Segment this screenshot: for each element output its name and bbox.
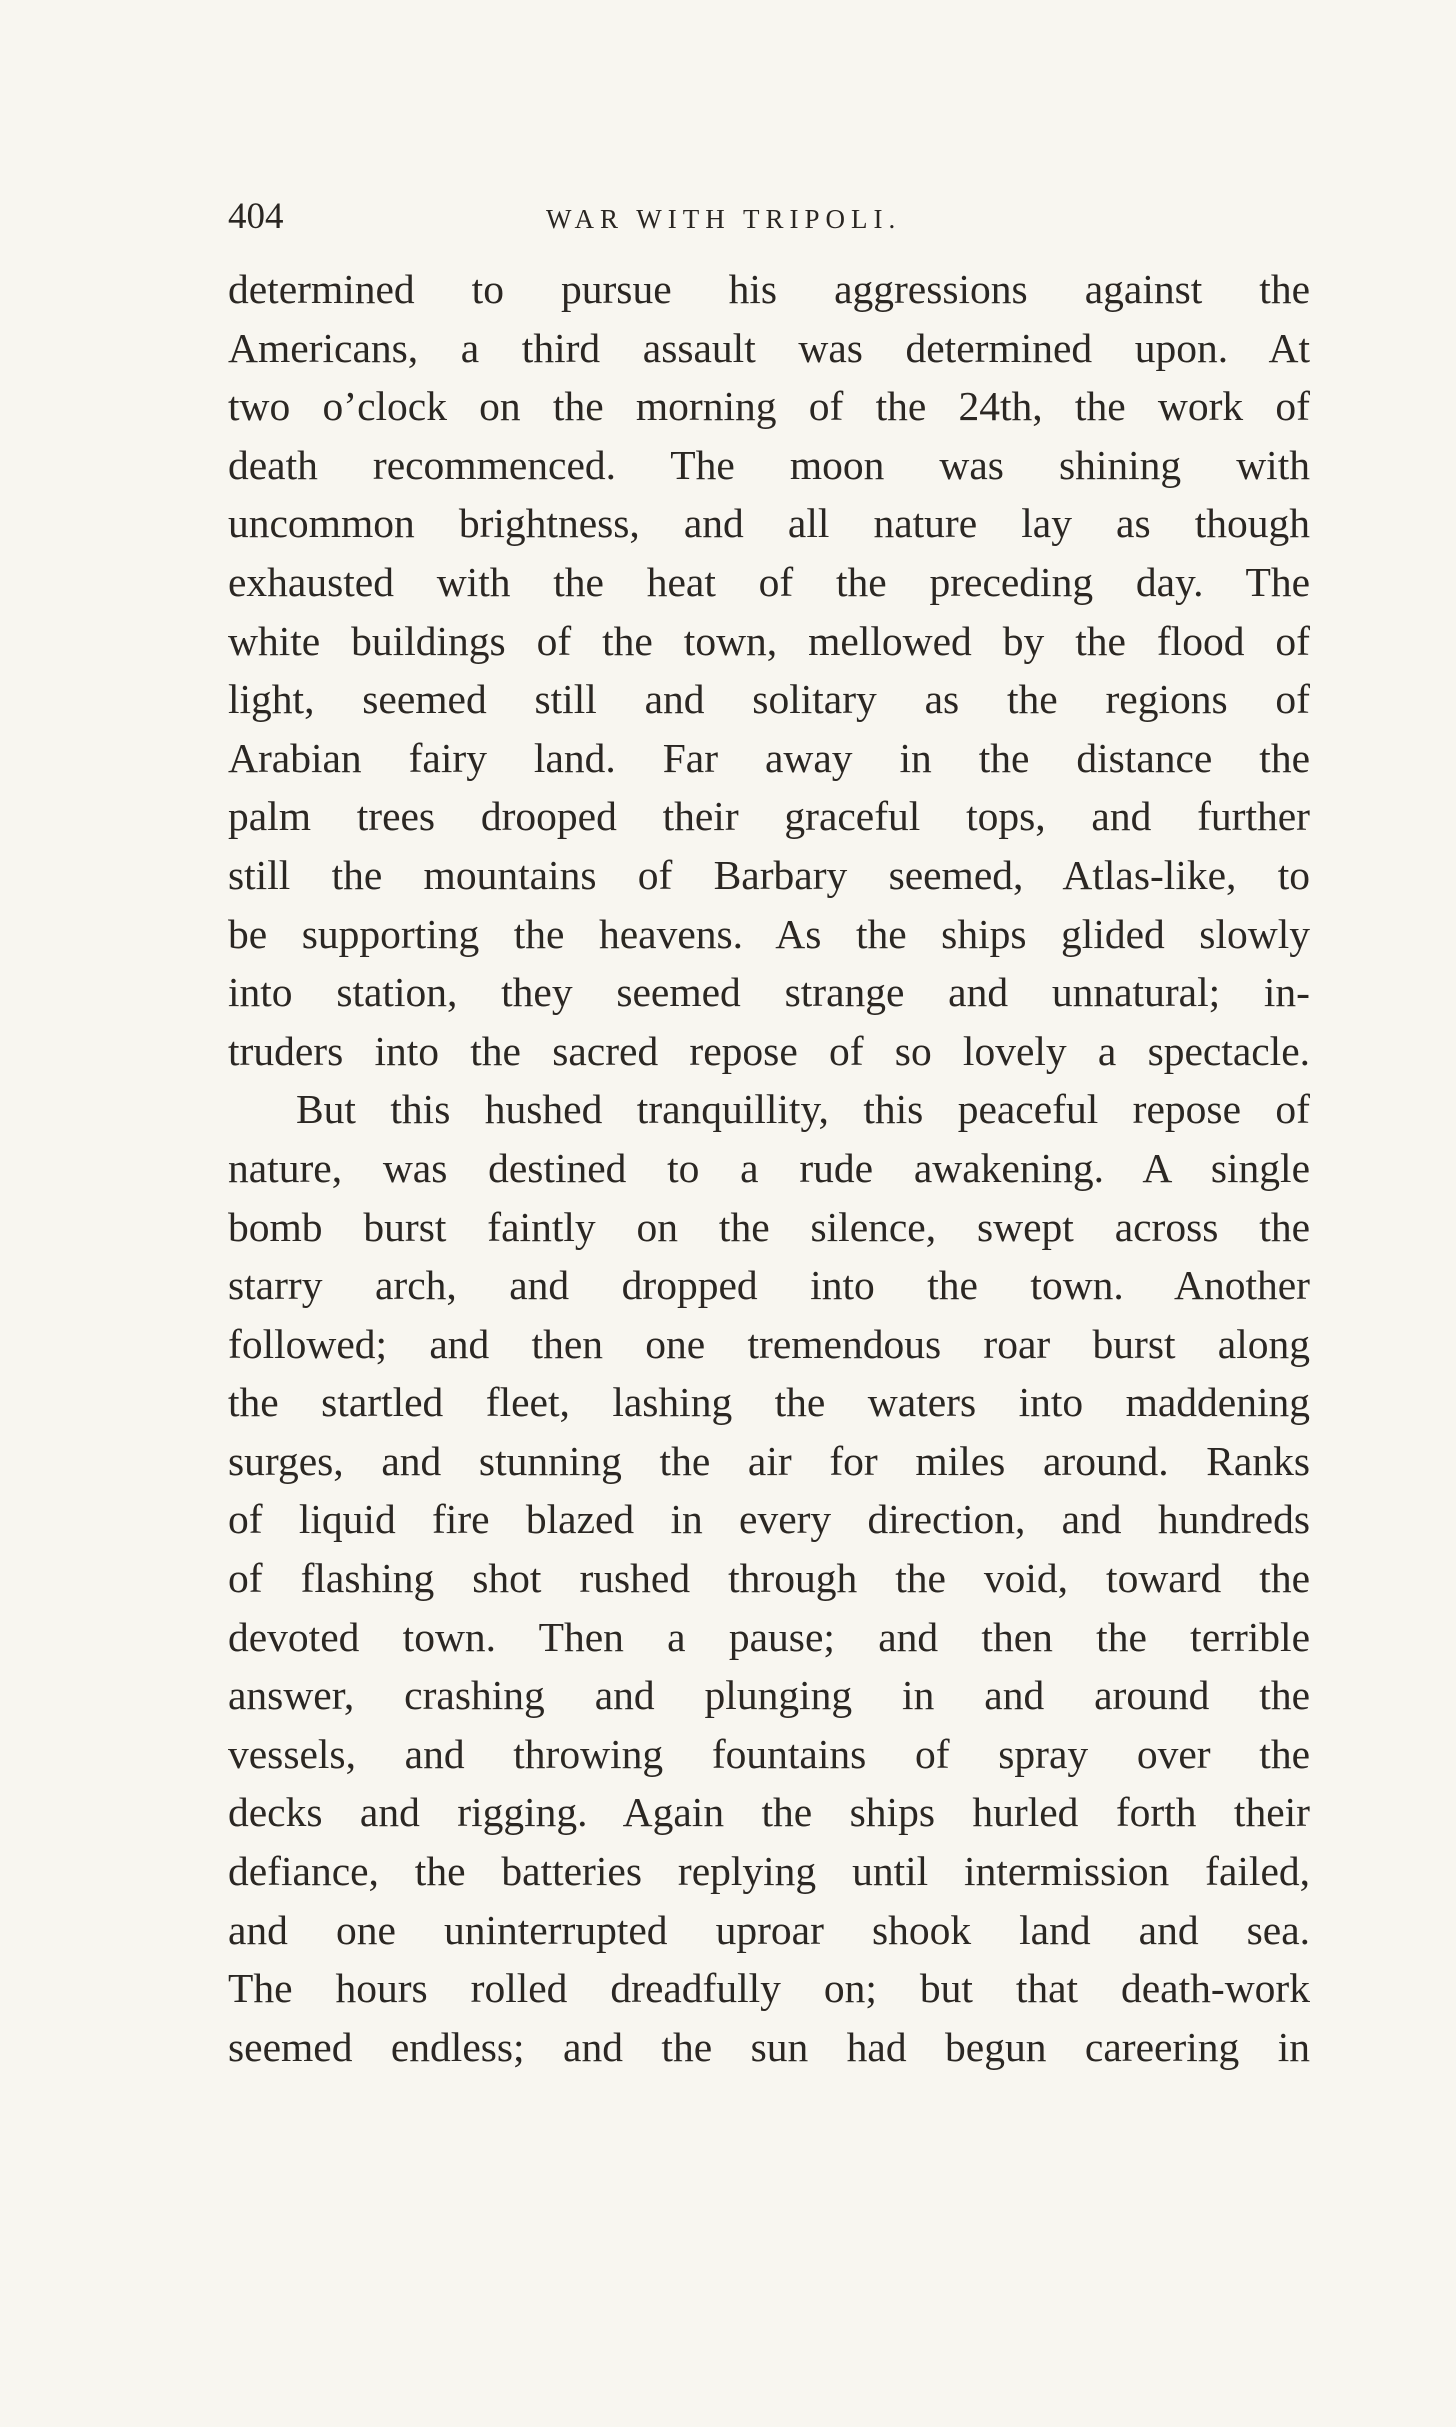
text-line: bomb burst faintly on the silence, swept across the — [228, 1203, 1310, 1250]
text-line: seemed endless; and the sun had begun careering in — [228, 2023, 1310, 2070]
body-text — [228, 260, 1310, 2076]
text-line: death recommenced. The moon was shining with — [228, 441, 1310, 488]
text-line: the startled fleet, lashing the waters into maddening — [228, 1379, 1310, 1426]
text-line: defiance, the batteries replying until intermission failed, — [228, 1848, 1310, 1895]
text-line: still the mountains of Barbary seemed, Atlas-like, to — [228, 851, 1310, 898]
text-line: white buildings of the town, mellowed by the flood of — [228, 617, 1310, 664]
text-line: decks and rigging. Again the ships hurled forth their — [228, 1789, 1310, 1836]
text-line: devoted town. Then a pause; and then the terrible — [228, 1613, 1310, 1660]
text-line: Americans, a third assault was determined upon. At — [228, 324, 1310, 371]
text-line: determined to pursue his aggressions against the — [228, 266, 1310, 312]
text-line: and one uninterrupted uproar shook land and sea. — [228, 1906, 1310, 1953]
text-line: of liquid fire blazed in every direction, and hundreds — [228, 1496, 1310, 1543]
text-line: of flashing shot rushed through the void, toward the — [228, 1555, 1310, 1602]
text-line: Arabian fairy land. Far away in the distance the — [228, 734, 1310, 781]
text-line: truders into the sacred repose of so lovely a spectacle. — [228, 1027, 1310, 1074]
text-line: exhausted with the heat of the preceding day. The — [228, 558, 1310, 605]
text-line: two o’clock on the morning of the 24th, the work of — [228, 383, 1310, 430]
running-title: WAR WITH TRIPOLI. — [546, 204, 902, 234]
page-number: 404 — [228, 196, 284, 237]
text-line: The hours rolled dreadfully on; but that death-work — [228, 1965, 1310, 2012]
text-line: followed; and then one tremendous roar burst along — [228, 1320, 1310, 1367]
text-line: answer, crashing and plunging in and around the — [228, 1672, 1310, 1719]
text-line: palm trees drooped their graceful tops, and further — [228, 793, 1310, 840]
paragraph-first-line: But this hushed tranquillity, this peaceful repose of — [296, 1086, 1310, 1133]
text-line: into station, they seemed strange and unnatural; in- — [228, 969, 1310, 1016]
text-line: nature, was destined to a rude awakening. A single — [228, 1144, 1310, 1191]
text-line: surges, and stunning the air for miles around. Ranks — [228, 1437, 1310, 1484]
page-header — [228, 192, 1308, 242]
text-line: be supporting the heavens. As the ships glided slowly — [228, 910, 1310, 957]
text-line: starry arch, and dropped into the town. Another — [228, 1262, 1310, 1309]
text-line: light, seemed still and solitary as the regions of — [228, 676, 1310, 723]
text-line: uncommon brightness, and all nature lay as though — [228, 500, 1310, 547]
text-line: vessels, and throwing fountains of spray over the — [228, 1730, 1310, 1777]
